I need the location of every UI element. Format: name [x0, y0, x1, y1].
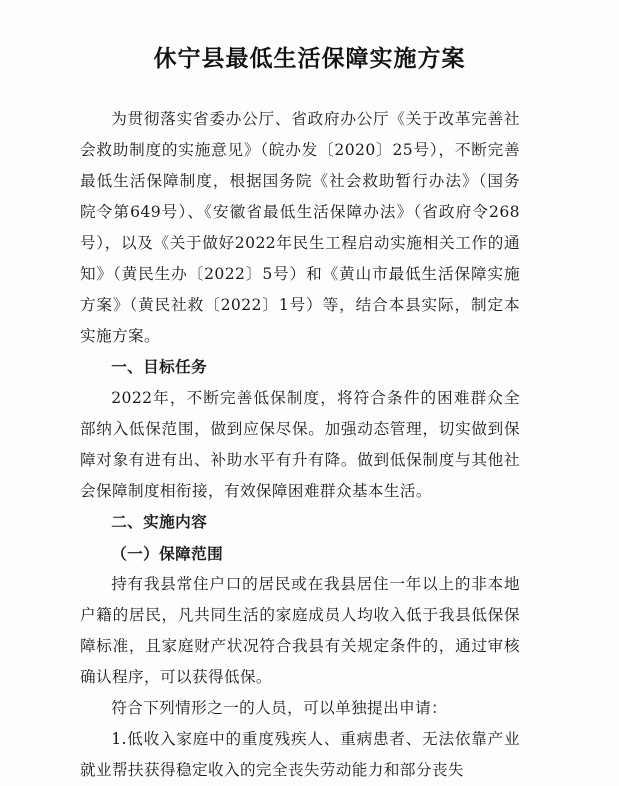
list-item-1: 1.低收入家庭中的重度残疾人、重病患者、无法依靠产业就业帮扶获得稳定收入的完全丧失劳动能力和部分丧失: [80, 730, 520, 779]
document-title: 休宁县最低生活保障实施方案: [153, 46, 466, 72]
document-body: [80, 104, 520, 786]
intro-paragraph: 为贯彻落实省委办公厅、省政府办公厅《关于改革完善社会救助制度的实施意见》（皖办发〔2020〕25号），不断完善最低生活保障制度，根据国务院《社会救助暂行办法》（国务院令第649号）、《安徽省最低生活保障办法》（省政府令268号），以及《关于做好2022年民生工程启动实施相关工作的通知》（黄民生办〔2022〕5号）和《黄山市最低生活保障实施方案》（黄民社救〔2022〕1号）等，结合本县实际，制定本实施方案。: [80, 110, 520, 345]
section-heading-content: 二、实施内容: [111, 513, 208, 531]
apply-paragraph: 符合下列情形之一的人员，可以单独提出申请：: [111, 699, 448, 717]
scope-paragraph: 持有我县常住户口的居民或在我县居住一年以上的非本地户籍的居民，凡共同生活的家庭成员人均收入低于我县低保保障标准，且家庭财产状况符合我县有关规定条件的，通过审核确认程序，可以获得低保。: [80, 575, 520, 686]
section-heading-goals: 一、目标任务: [111, 358, 208, 376]
goals-paragraph: 2022年，不断完善低保制度，将符合条件的困难群众全部纳入低保范围，做到应保尽保。加强动态管理，切实做到保障对象有进有出、补助水平有升有降。做到低保制度与其他社会保障制度相衔接，有效保障困难群众基本生活。: [80, 389, 520, 500]
subsection-heading-scope: （一）保障范围: [111, 544, 224, 563]
